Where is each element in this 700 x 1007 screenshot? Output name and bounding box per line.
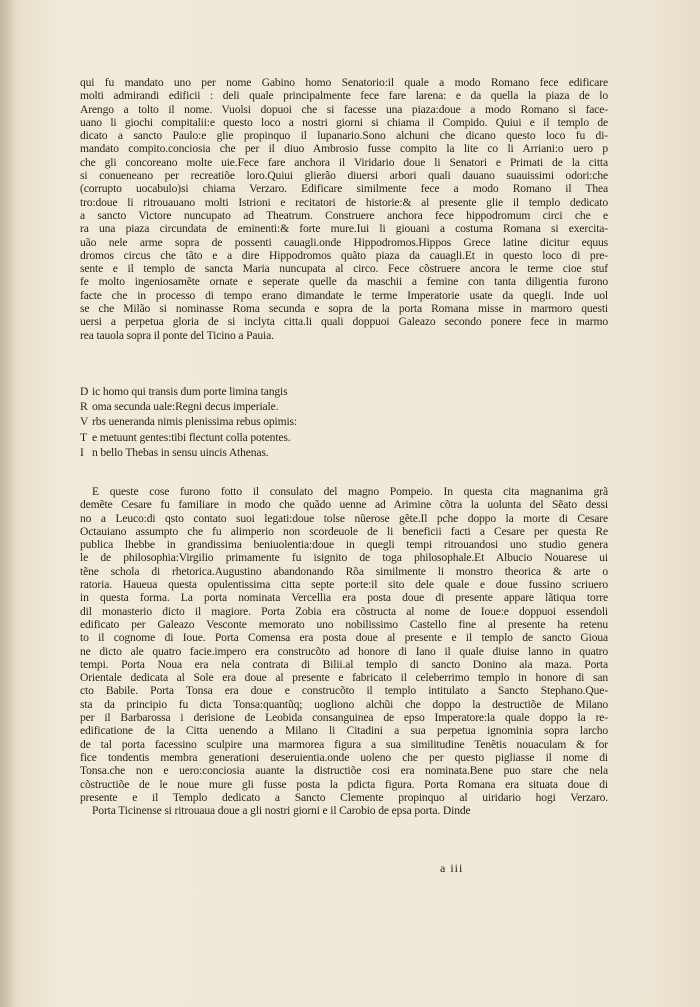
text-line: no a Leuco:di qsto contato suoi legati:doue tolse nũerose gẽte.Il pche doppo la morte di Cesare <box>80 511 608 525</box>
text-line: qui fu mandato uno per nome Gabino homo Senatorio:il quale a modo Romano fece edificare <box>80 76 608 89</box>
text-line: Tonsa.che non e uero:conciosia auante la distructiõe cosi era nominata.Bene puo stare che nela <box>80 764 608 778</box>
text-line: edificato per Galeazo Vesconte memorato uno nobilissimo Castello fine al presente ha retenu <box>80 617 608 631</box>
text-line: fe molto ingeniosamẽte ornate e seperate quelle da maschii a femine con tanta diligentia furono <box>80 275 608 289</box>
verse-initial: V <box>80 415 89 429</box>
verse-line <box>80 414 608 429</box>
verse-text: rbs ueneranda nimis plenissima rebus opimis: <box>92 415 297 429</box>
signature-mark: a iii <box>440 861 464 875</box>
text-line: tẽne schola di rhetorica.Augustino abandonando Rõa similmente li monstro theorica & arte o <box>80 564 608 578</box>
text-line: E queste cose furono fotto il consulato del magno Pompeio. In questa cita magnanima grã <box>92 485 608 498</box>
text-line: che gli concoreano molte uie.Fece fare anchora il Viridario doue li Senatori e Primati de la citta <box>80 155 608 169</box>
text-line: Orientale dedicata al Sole era doue al presente e fabricato il celeberrimo templo in honore di san <box>80 671 608 685</box>
text-line: tro:doue li ritrouauano molti Istrioni e recitatori de historie:& al presente glie il templo dedicato <box>80 195 608 209</box>
verse-initial: I <box>80 445 84 459</box>
text-line: Arengo a tolto il nome. Vuolsi dopuoi che si facesse una piaza:doue a modo Romano si face- <box>80 102 608 116</box>
text-line: a sancto Victore nuncupato ad Theatrum. Construere anchora fece hippodromum circi che e <box>80 208 608 222</box>
text-line: in questa forma. La porta nominata Vercellia era posta doue di presente appare lãtiqua torre <box>80 591 608 605</box>
text-line: facte che in processo di tempo erano dimandate le terme Imperatorie usate da quegli. Inde uol <box>80 288 608 302</box>
text-line: uersi a perpetua gloria de si inclyta citta.li quali doppuoi Galeazo secondo ponere fece in marmo <box>80 315 608 329</box>
text-line: to il cognome di Ioue. Porta Comensa era posta doue al presente e il templo de sancto Gioua <box>80 631 608 645</box>
verse-line <box>80 399 608 414</box>
verse-initial: D <box>80 385 89 398</box>
verse-initial: T <box>80 430 87 444</box>
text-line: si conueneano per recreatiõe loro.Quiui glierão diuersi arbori quali dauano suauissimi odori:che <box>80 169 608 183</box>
verse-text: oma secunda uale:Regni decus imperiale. <box>92 400 279 414</box>
gutter-shadow <box>0 0 16 1007</box>
verse-line <box>80 445 608 460</box>
verse-initial: R <box>80 400 88 414</box>
text-line: tempi. Porta Noua era nela contrata di Bilii.al templo di sancto Donino ala maza. Porta <box>80 657 608 671</box>
text-line: dil monasterio dicto il magiore. Porta Zobia era cõstructa al nome de Ioue:e doppuoi essendoli <box>80 604 608 618</box>
verse-text: ic homo qui transis dum porte limina tangis <box>92 385 288 398</box>
verse-line <box>80 430 608 445</box>
text-line: ne dicto ale quatro facie.impero era construcõto ad honore di Iano il quale diuise lanno in quatro <box>80 644 608 658</box>
text-line: demẽte Cesare fu familiare in modo che quãdo uenne ad Arimine cõtra la uolunta del Sẽato dessi <box>80 498 608 512</box>
verse-line <box>80 384 608 399</box>
text-line: molti admirandi edificii : deli quale principalmente fece fare larena: e da quella la piaza de lo <box>80 89 608 103</box>
text-line: mandato compito.conciosia che per il diuo Ambrosio fusse compito la lite co li Arriani:o uero p <box>80 142 608 156</box>
text-line: cto Babile. Porta Tonsa era doue e construcõto il templo intitulato a Sancto Stephano.Que- <box>80 684 608 698</box>
text-line: le de philosophia:Virgilio primamente fu isignito de toga philosophale.Et Albucio Nouarese ui <box>80 551 608 565</box>
text-line: sta da principio fu dicta Tonsa:quantũq; uogliono alchũi che doppo la destructiõe de Milano <box>80 697 608 711</box>
text-line: dicato a sancto Paulo:e glie propinquo il lupanario.Sono alchuni che dicano questo loco fu di- <box>80 129 608 143</box>
text-line: sente e il templo de sancta Maria nuncupata al circo. Fece cõstruere ancora le terme cioe stuf <box>80 262 608 276</box>
paragraph-one <box>80 76 608 342</box>
text-line: Porta Ticinense si ritrouaua doue a gli nostri giorni e il Carobio de epsa porta. Dinde <box>92 804 471 818</box>
text-line: fice tondentis membra generationi deseruientia.onde uoleno che per questo pigliasse il nome di <box>80 750 608 764</box>
text-line: publica lhebbe in grandissima beniuolentia:doue in quegli tempi ritrouandosi uno studio genera <box>80 538 608 552</box>
text-line: uano li giochi compitalii:e questo loco a nostri giorni si chiama il Compido. Quiui e il templo de <box>80 115 608 129</box>
text-line: cõstructiõe de le noue mure gli fusse posta la pdicta figura. Porta Romana era situata doue di <box>80 777 608 791</box>
text-line: per il Barbarossa i derisione de Leobida consanguinea de epso Imperatore:la quale doppo la re- <box>80 711 608 725</box>
text-line: uão nele arme sopra de possenti cauagli.onde Hippodromos.Hippos Grece latine dicitur equus <box>80 235 608 249</box>
verse-text: e metuunt gentes:tibi flectunt colla potentes. <box>92 430 291 444</box>
text-line: dromos circus che tãto e a dire Hippodromos quãto piaza da cauagli.Et in questo loco di pre- <box>80 248 608 262</box>
text-line: ratoria. Haueua questa opulentissima citta septe porte:il sito dele quale e doue fussino scriuero <box>80 578 608 592</box>
text-line: de tal porta facessino sculpire una marmorea figura a sua similitudine Tenẽtis nouaculam & for <box>80 737 608 751</box>
verse-text: n bello Thebas in sensu uincis Athenas. <box>92 445 269 459</box>
text-line: presente e il Templo dedicato a Sancto Clemente propinquo al uiridario hogi Verzaro. <box>80 790 608 804</box>
text-line: ra una piaza circundata de eminenti:& forte mure.Iui li giouani a costuma Romana si exercita- <box>80 222 608 236</box>
paragraph-two <box>80 485 608 817</box>
verse-inscription <box>80 384 608 460</box>
text-line: (corrupto uocabulo)si chiama Verzaro. Edificare similmente fece a modo Romano il Thea <box>80 182 608 196</box>
text-line: se che Milão si nominasse Roma secunda e sopra de la porta Romana misse in marmoro questi <box>80 302 608 316</box>
text-line: Octauiano assumpto che fu alimperio non scordeuole de li beneficii facti a Cesare per questa Re <box>80 524 608 538</box>
text-line: rea tauola sopra il ponte del Ticino a Pauia. <box>80 328 274 342</box>
text-line: edificatione de la Citta uenendo a Milano li Citadini a sua perpetua ignominia sopra larcho <box>80 724 608 738</box>
